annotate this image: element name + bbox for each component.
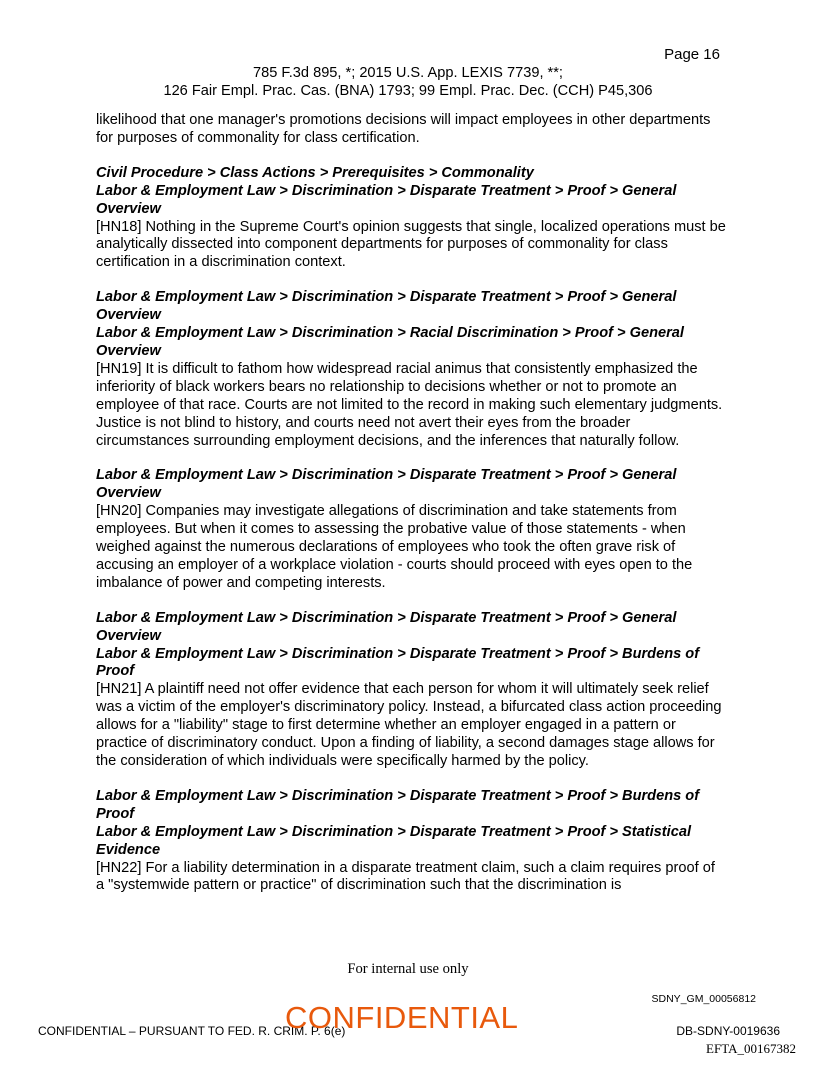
topic-heading: Labor & Employment Law > Discrimination > Disparate Treatment > Proof > Burdens of Proof	[96, 645, 700, 680]
citation-line-1: 785 F.3d 895, *; 2015 U.S. App. LEXIS 7739, **;	[253, 65, 563, 81]
confidential-notice: CONFIDENTIAL – PURSUANT TO FED. R. CRIM. P. 6(e)	[38, 1024, 346, 1038]
headnote-hn20	[96, 467, 726, 592]
topic-heading: Labor & Employment Law > Discrimination > Disparate Treatment > Proof > Statistical Evidence	[96, 823, 691, 858]
headnote-text: [HN22] For a liability determination in a disparate treatment claim, such a claim requires proof of a "systemwide pattern or practice" of discrimination such that the discrimination is	[96, 859, 715, 894]
efta-number: EFTA_00167382	[706, 1041, 796, 1056]
headnote-text: [HN19] It is difficult to fathom how widespread racial animus that consistently emphasized the inferiority of black workers bears no relationship to decisions whether or not to promote an employee of that race. Courts are not limited to the record in making such elementary judgments. Justice is not blind to history, and courts need not avert their eyes from the broader circumstances surrounding employment decisions, and the inferences that naturally follow.	[96, 360, 723, 449]
topic-heading: Labor & Employment Law > Discrimination > Disparate Treatment > Proof > General Overview	[96, 289, 677, 324]
case-citation	[0, 64, 816, 100]
headnote-text: [HN20] Companies may investigate allegations of discrimination and take statements from employees. But when it comes to assessing the probative value of those statements - when weighed against the numerous declarations of employees who took the often grave risk of accusing an employer of a workplace violation - courts should proceed with eyes open to the imbalance of power and competing interests.	[96, 503, 693, 591]
page-number: Page 16	[664, 46, 720, 63]
topic-heading: Labor & Employment Law > Discrimination > Disparate Treatment > Proof > General Overview	[96, 182, 677, 217]
headnote-hn21	[96, 610, 726, 771]
topic-heading: Labor & Employment Law > Discrimination > Disparate Treatment > Proof > Burdens of Proof	[96, 787, 700, 822]
bates-number-small: SDNY_GM_00056812	[651, 993, 756, 1005]
headnote-hn18	[96, 165, 726, 272]
topic-heading: Civil Procedure > Class Actions > Prerequisites > Commonality	[96, 164, 534, 181]
bates-number: DB-SDNY-0019636	[676, 1024, 780, 1038]
topic-heading: Labor & Employment Law > Discrimination > Racial Discrimination > Proof > General Overview	[96, 325, 684, 359]
internal-use-notice: For internal use only	[347, 961, 469, 977]
confidential-stamp: CONFIDENTIAL	[285, 1000, 519, 1035]
intro-paragraph: likelihood that one manager's promotions decisions will impact employees in other departments for purposes of commonality for class certification.	[96, 112, 711, 146]
document-body	[96, 112, 726, 912]
headnote-hn22	[96, 788, 726, 895]
headnote-text: [HN21] A plaintiff need not offer evidence that each person for whom it will ultimately seek relief was a victim of the employer's discriminatory policy. Instead, a bifurcated class action proceeding allows for a "liability" stage to first determine whether an employer engaged in a pattern or practice of discriminatory conduct. Upon a finding of liability, a second damages stage allows for the consideration of which individuals were specifically harmed by the policy.	[96, 681, 722, 769]
topic-heading: Labor & Employment Law > Discrimination > Disparate Treatment > Proof > General Overview	[96, 467, 677, 502]
topic-heading: Labor & Employment Law > Discrimination > Disparate Treatment > Proof > General Overview	[96, 609, 677, 644]
headnote-text: [HN18] Nothing in the Supreme Court's opinion suggests that single, localized operations must be analytically dissected into component departments for purposes of commonality for class certification in a discrimination context.	[96, 218, 726, 271]
citation-line-2: 126 Fair Empl. Prac. Cas. (BNA) 1793; 99 Empl. Prac. Dec. (CCH) P45,306	[163, 83, 653, 99]
headnote-hn19	[96, 289, 726, 450]
